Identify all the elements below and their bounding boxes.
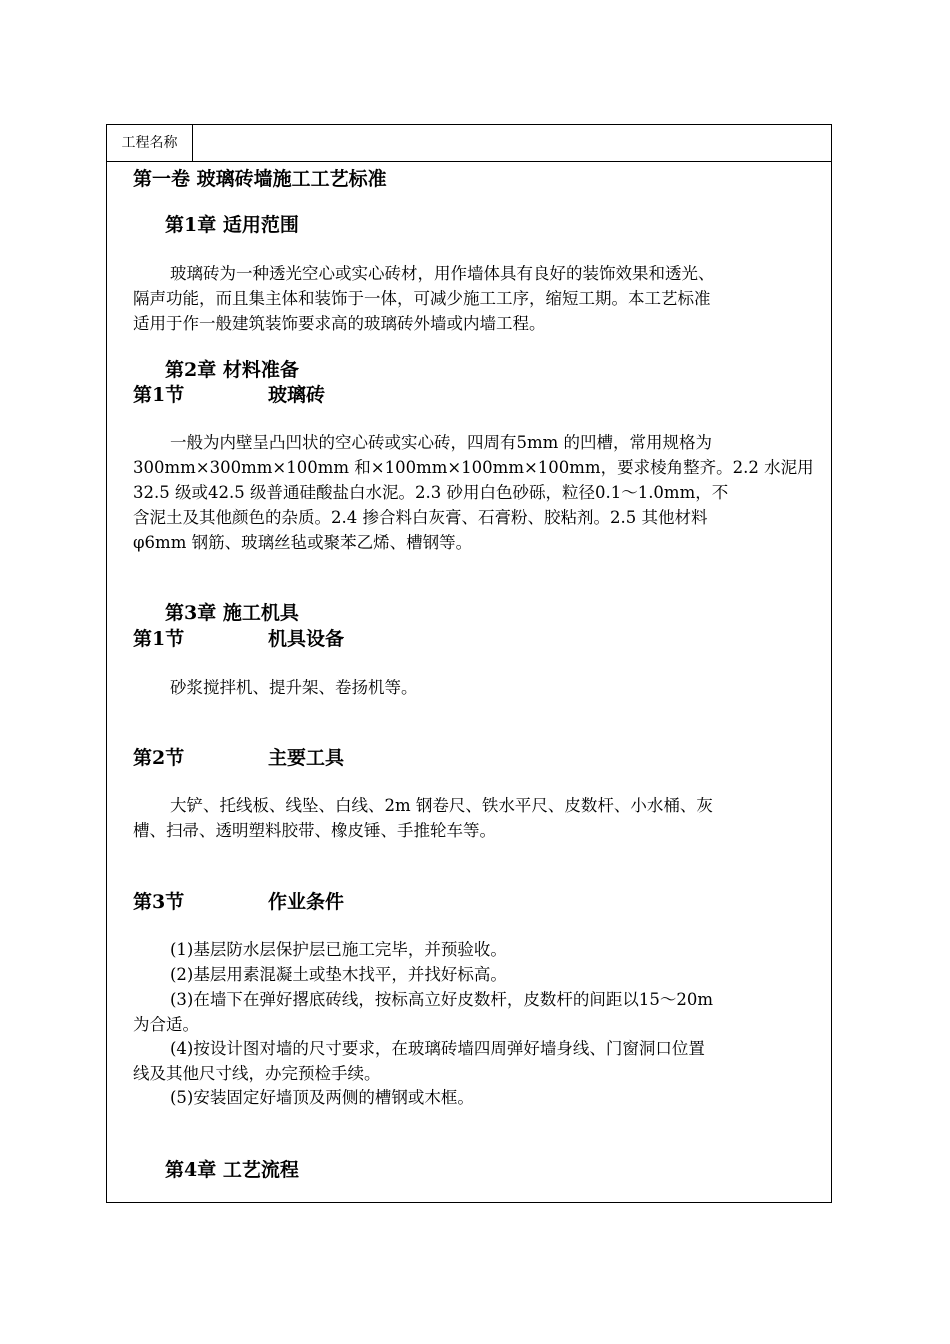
paragraph-line: 砂浆搅拌机、提升架、卷扬机等。 [170,678,418,697]
volume-title: 第一卷 玻璃砖墙施工工艺标准 [133,168,387,190]
chapter-1-title: 第1章 适用范围 [165,214,299,236]
section-number: 第3节 [133,891,185,913]
header-row [107,125,831,162]
list-item: (1)基层防水层保护层已施工完毕，并预验收。 [170,940,507,959]
section-title: 主要工具 [268,747,345,769]
project-name-label: 工程名称 [107,125,193,161]
paragraph-line: φ6mm 钢筋、玻璃丝毡或聚苯乙烯、槽钢等。 [133,533,473,552]
paragraph-line: 大铲、托线板、线坠、白线、2m 钢卷尺、铁水平尺、皮数杆、小水桶、灰 [170,796,713,815]
paragraph-line: 一般为内壁呈凸凹状的空心砖或实心砖，四周有5mm 的凹槽，常用规格为 [170,433,713,452]
paragraph-line: 玻璃砖为一种透光空心或实心砖材，用作墙体具有良好的装饰效果和透光、 [170,264,715,283]
section-number: 第2节 [133,747,185,769]
chapter-3-title: 第3章 施工机具 [165,602,299,624]
chapter-4-title: 第4章 工艺流程 [165,1159,299,1181]
paragraph-line: 32.5 级或42.5 级普通硅酸盐白水泥。2.3 砂用白色砂砾，粒径0.1～1.0mm，不 [133,483,729,502]
list-item: (4)按设计图对墙的尺寸要求，在玻璃砖墙四周弹好墙身线、门窗洞口位置 [170,1039,705,1058]
paragraph-line: 含泥土及其他颜色的杂质。2.4 掺合料白灰膏、石膏粉、胶粘剂。2.5 其他材料 [133,508,708,527]
section-title: 玻璃砖 [268,384,326,406]
paragraph-line: 隔声功能，而且集主体和装饰于一体，可减少施工工序，缩短工期。本工艺标准 [133,289,711,308]
list-item: 线及其他尺寸线，办完预检手续。 [133,1064,381,1083]
list-item: (3)在墙下在弹好撂底砖线，按标高立好皮数杆，皮数杆的间距以15～20m [170,990,714,1009]
list-item: 为合适。 [133,1015,199,1034]
paragraph-line: 300mm×300mm×100mm 和×100mm×100mm×100mm，要求棱角整齐。2.2 水泥用 [133,458,814,477]
chapter-2-title: 第2章 材料准备 [165,359,299,381]
section-number: 第1节 [133,384,185,406]
paragraph-line: 适用于作一般建筑装饰要求高的玻璃砖外墙或内墙工程。 [133,314,546,333]
section-title: 作业条件 [268,891,345,913]
list-item: (5)安装固定好墙顶及两侧的槽钢或木框。 [170,1088,474,1107]
section-number: 第1节 [133,628,185,650]
section-title: 机具设备 [268,628,345,650]
project-name-value [193,125,831,161]
paragraph-line: 槽、扫帚、透明塑料胶带、橡皮锤、手推轮车等。 [133,821,496,840]
list-item: (2)基层用素混凝土或垫木找平，并找好标高。 [170,965,507,984]
